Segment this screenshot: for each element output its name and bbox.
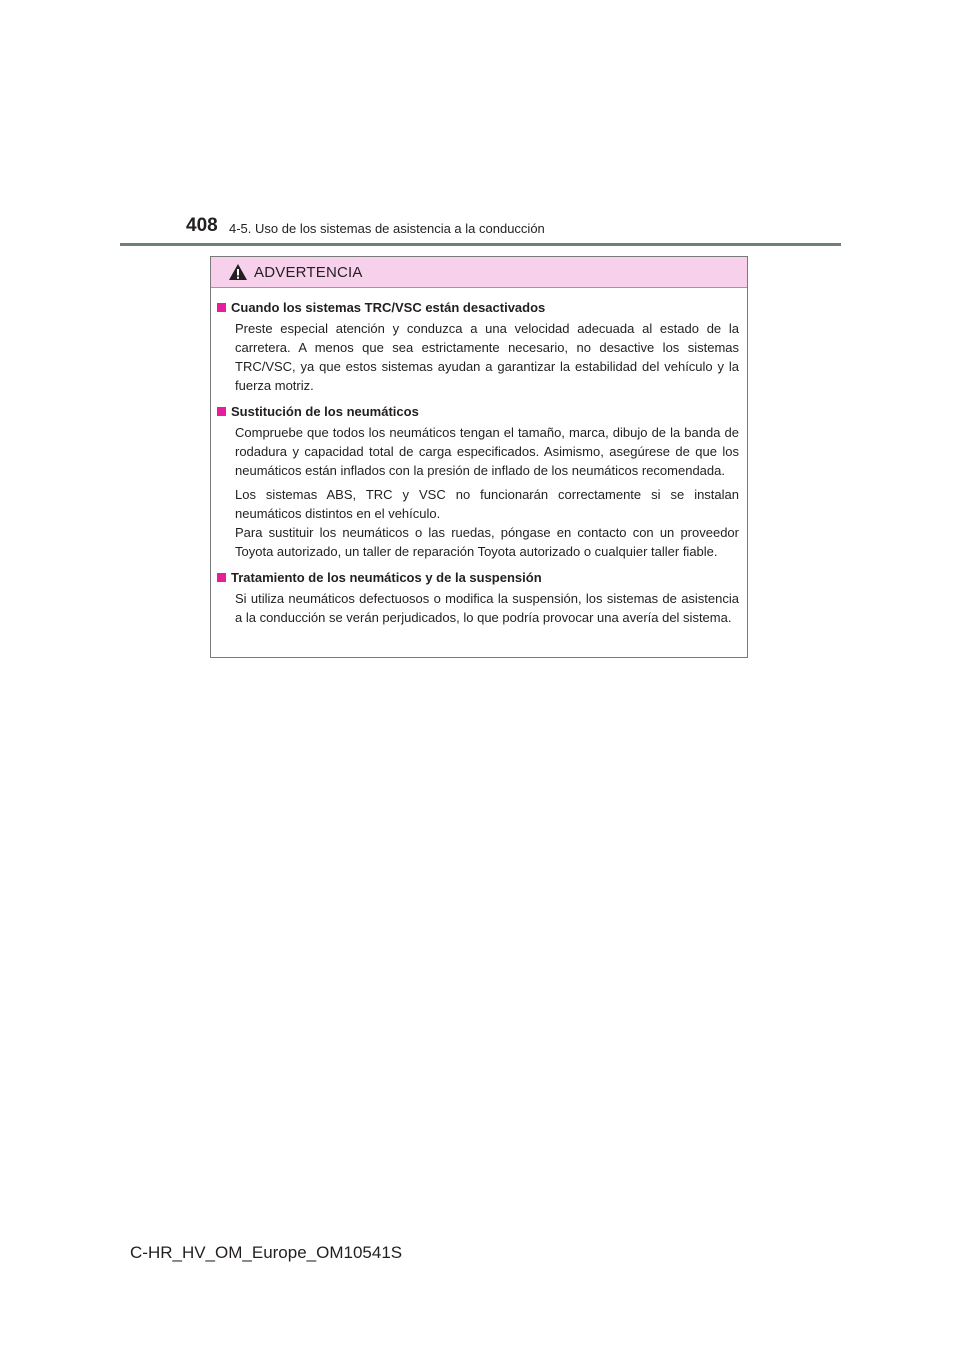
page-number: 408 <box>186 215 218 236</box>
document-code: C-HR_HV_OM_Europe_OM10541S <box>130 1243 403 1262</box>
header-divider <box>120 243 841 246</box>
square-bullet-icon <box>217 573 226 582</box>
warning-item-suspension <box>217 568 739 627</box>
warning-item-trc-vsc <box>217 298 739 395</box>
item-heading-text: Cuando los sistemas TRC/VSC están desactivados <box>231 300 546 315</box>
item-heading <box>217 298 739 317</box>
item-paragraph: Compruebe que todos los neumáticos tengan el tamaño, marca, dibujo de la banda de rodadura y capacidad total de carga especificados. Asimismo, asegúrese de que los neumáticos están inflados con la presión de inflado de los neumáticos recomendada. <box>235 425 739 478</box>
square-bullet-icon <box>217 407 226 416</box>
warning-title: ADVERTENCIA <box>254 263 363 281</box>
item-heading-text: Tratamiento de los neumáticos y de la suspensión <box>231 570 542 585</box>
warning-item-tires <box>217 402 739 561</box>
item-paragraph: Preste especial atención y conduzca a una velocidad adecuada al estado de la carretera. A menos que sea estrictamente necesario, no desactive los sistemas TRC/VSC, ya que estos sistemas ayudan a garantizar la estabilidad del vehículo y la fuerza motriz. <box>235 321 739 393</box>
item-heading <box>217 402 739 421</box>
item-heading <box>217 568 739 587</box>
warning-triangle-icon <box>228 263 248 281</box>
warning-box <box>210 256 748 658</box>
square-bullet-icon <box>217 303 226 312</box>
section-title: 4-5. Uso de los sistemas de asistencia a la conducción <box>229 221 545 236</box>
warning-body <box>211 288 747 627</box>
item-paragraph: Los sistemas ABS, TRC y VSC no funcionarán correctamente si se instalan neumáticos distintos en el vehículo. Para sustituir los neumáticos o las ruedas, póngase en contacto con un proveedor Toyota autorizado, un taller de reparación Toyota autorizado o cualquier taller fiable. <box>235 487 739 559</box>
warning-header <box>211 257 747 288</box>
item-paragraph: Si utiliza neumáticos defectuosos o modifica la suspensión, los sistemas de asistencia a la conducción se verán perjudicados, lo que podría provocar una avería del sistema. <box>235 591 739 625</box>
item-heading-text: Sustitución de los neumáticos <box>231 404 419 419</box>
